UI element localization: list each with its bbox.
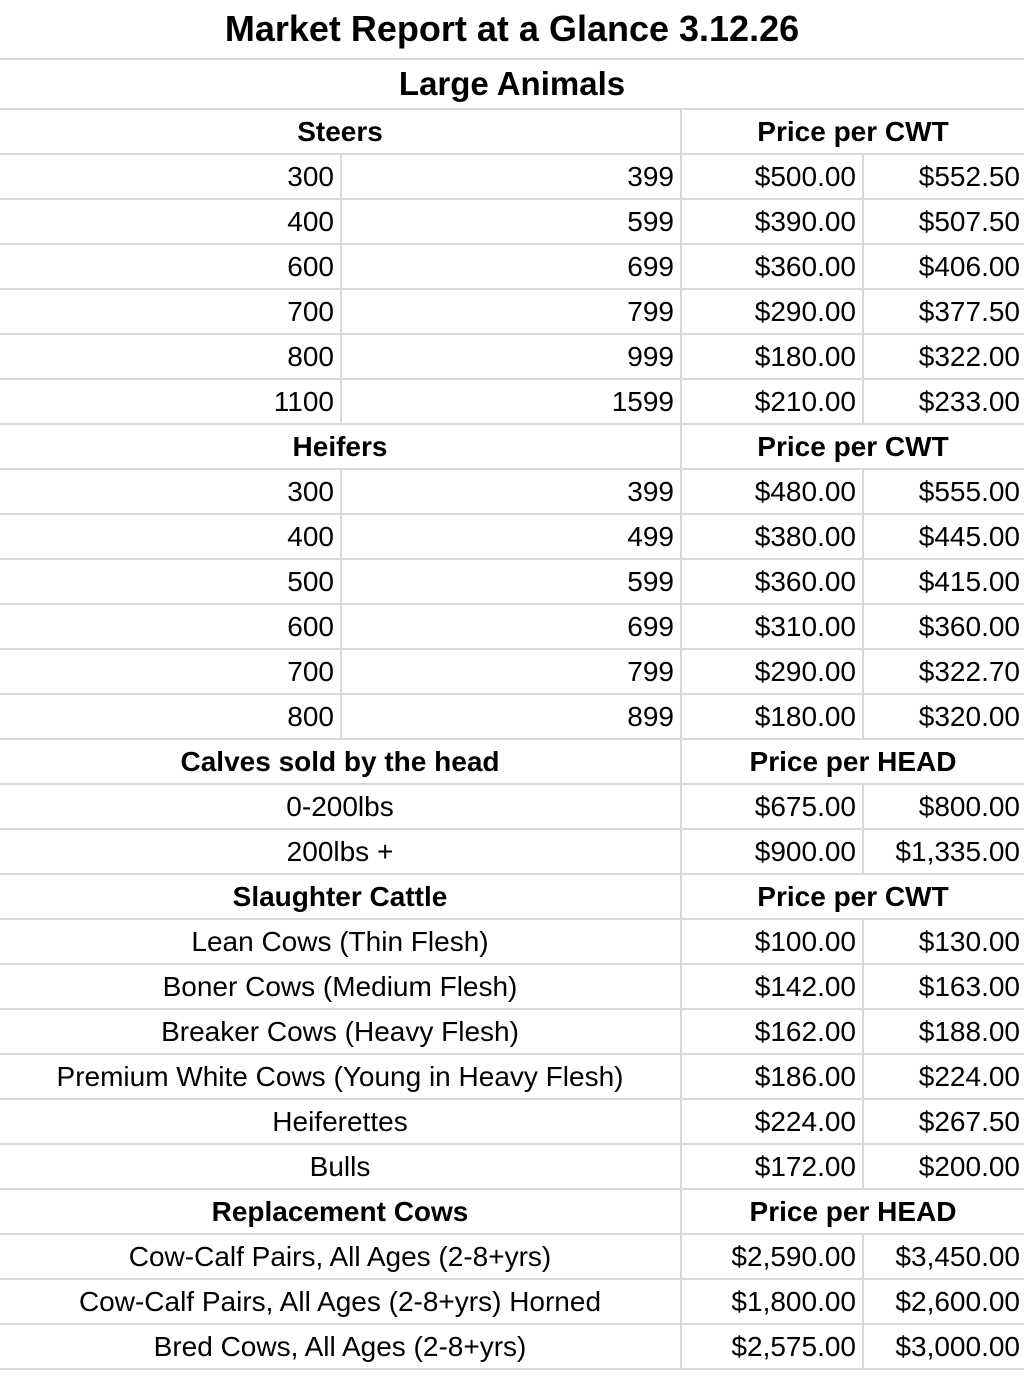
table-row (0, 515, 1024, 560)
price-high: $360.00 (862, 605, 1024, 648)
weight-from: 800 (287, 340, 334, 372)
price-low: $180.00 (680, 695, 862, 738)
section-header-row (0, 425, 1024, 470)
row-label: 200lbs + (286, 835, 394, 867)
table-row (0, 1055, 1024, 1100)
weight-from: 800 (287, 700, 334, 732)
price-high: $555.00 (862, 470, 1024, 513)
table-row (0, 830, 1024, 875)
table-row (0, 650, 1024, 695)
price-high: $224.00 (862, 1055, 1024, 1098)
price-high: $2,600.00 (862, 1280, 1024, 1323)
price-high: $445.00 (862, 515, 1024, 558)
weight-to: 399 (340, 155, 680, 198)
price-low: $290.00 (680, 650, 862, 693)
price-unit-header: Price per HEAD (680, 740, 1024, 783)
weight-to: 699 (340, 245, 680, 288)
weight-from: 500 (287, 565, 334, 597)
table-row (0, 290, 1024, 335)
price-low: $380.00 (680, 515, 862, 558)
table-row (0, 1010, 1024, 1055)
table-row (0, 920, 1024, 965)
weight-from: 700 (287, 655, 334, 687)
price-high: $188.00 (862, 1010, 1024, 1053)
price-low: $675.00 (680, 785, 862, 828)
price-low: $172.00 (680, 1145, 862, 1188)
report-subtitle: Large Animals (398, 65, 626, 102)
weight-to: 499 (340, 515, 680, 558)
price-low: $224.00 (680, 1100, 862, 1143)
price-low: $186.00 (680, 1055, 862, 1098)
weight-from: 1100 (273, 385, 334, 417)
section-header: Replacement Cows (211, 1195, 469, 1227)
price-unit-header: Price per CWT (680, 110, 1024, 153)
section-header: Heifers (292, 430, 388, 462)
weight-from: 600 (287, 250, 334, 282)
price-high: $200.00 (862, 1145, 1024, 1188)
price-high: $322.00 (862, 335, 1024, 378)
section-header: Calves sold by the head (180, 745, 500, 777)
weight-to: 699 (340, 605, 680, 648)
table-row (0, 1235, 1024, 1280)
weight-from: 300 (287, 475, 334, 507)
row-label: Heiferettes (272, 1105, 408, 1137)
weight-from: 700 (287, 295, 334, 327)
weight-to: 999 (340, 335, 680, 378)
price-high: $415.00 (862, 560, 1024, 603)
row-label: Premium White Cows (Young in Heavy Flesh) (56, 1060, 624, 1092)
weight-to: 599 (340, 200, 680, 243)
weight-to: 799 (340, 650, 680, 693)
weight-from: 300 (287, 160, 334, 192)
price-high: $406.00 (862, 245, 1024, 288)
price-high: $3,000.00 (862, 1325, 1024, 1368)
table-row (0, 1280, 1024, 1325)
section-header-row (0, 110, 1024, 155)
price-low: $360.00 (680, 560, 862, 603)
table-row (0, 695, 1024, 740)
title-row (0, 0, 1024, 60)
row-label: Boner Cows (Medium Flesh) (162, 970, 518, 1002)
weight-to: 799 (340, 290, 680, 333)
table-row (0, 1325, 1024, 1370)
weight-from: 600 (287, 610, 334, 642)
price-low: $210.00 (680, 380, 862, 423)
table-row (0, 1100, 1024, 1145)
price-high: $1,335.00 (862, 830, 1024, 873)
row-label: Cow-Calf Pairs, All Ages (2-8+yrs) Horned (78, 1285, 602, 1317)
section-header-row (0, 875, 1024, 920)
price-low: $180.00 (680, 335, 862, 378)
section-header-row (0, 740, 1024, 785)
price-high: $800.00 (862, 785, 1024, 828)
price-low: $1,800.00 (680, 1280, 862, 1323)
price-high: $377.50 (862, 290, 1024, 333)
row-label: 0-200lbs (286, 790, 394, 822)
table-row (0, 785, 1024, 830)
price-high: $130.00 (862, 920, 1024, 963)
table-row (0, 605, 1024, 650)
section-header-row (0, 1190, 1024, 1235)
weight-to: 899 (340, 695, 680, 738)
table-row (0, 335, 1024, 380)
price-unit-header: Price per CWT (680, 425, 1024, 468)
table-row (0, 245, 1024, 290)
section-header: Slaughter Cattle (232, 880, 448, 912)
weight-to: 1599 (340, 380, 680, 423)
weight-to: 399 (340, 470, 680, 513)
price-high: $507.50 (862, 200, 1024, 243)
price-high: $267.50 (862, 1100, 1024, 1143)
price-low: $390.00 (680, 200, 862, 243)
price-unit-header: Price per HEAD (680, 1190, 1024, 1233)
price-high: $552.50 (862, 155, 1024, 198)
table-row (0, 1145, 1024, 1190)
subtitle-row (0, 60, 1024, 110)
price-high: $320.00 (862, 695, 1024, 738)
price-high: $233.00 (862, 380, 1024, 423)
weight-to: 599 (340, 560, 680, 603)
price-high: $322.70 (862, 650, 1024, 693)
price-low: $900.00 (680, 830, 862, 873)
price-low: $2,590.00 (680, 1235, 862, 1278)
table-row (0, 200, 1024, 245)
row-label: Breaker Cows (Heavy Flesh) (161, 1015, 519, 1047)
weight-from: 400 (287, 205, 334, 237)
row-label: Cow-Calf Pairs, All Ages (2-8+yrs) (128, 1240, 552, 1272)
table-row (0, 560, 1024, 605)
table-row (0, 155, 1024, 200)
row-label: Bulls (309, 1150, 371, 1182)
price-low: $162.00 (680, 1010, 862, 1053)
row-label: Lean Cows (Thin Flesh) (191, 925, 489, 957)
price-low: $480.00 (680, 470, 862, 513)
price-low: $310.00 (680, 605, 862, 648)
report-title: Market Report at a Glance 3.12.26 (224, 8, 800, 49)
table-row (0, 470, 1024, 515)
price-high: $163.00 (862, 965, 1024, 1008)
weight-from: 400 (287, 520, 334, 552)
price-low: $500.00 (680, 155, 862, 198)
row-label: Bred Cows, All Ages (2-8+yrs) (153, 1330, 527, 1362)
table-row (0, 380, 1024, 425)
price-high: $3,450.00 (862, 1235, 1024, 1278)
section-header: Steers (297, 115, 383, 147)
price-low: $360.00 (680, 245, 862, 288)
table-row (0, 965, 1024, 1010)
price-low: $2,575.00 (680, 1325, 862, 1368)
price-low: $290.00 (680, 290, 862, 333)
price-unit-header: Price per CWT (680, 875, 1024, 918)
price-low: $142.00 (680, 965, 862, 1008)
price-low: $100.00 (680, 920, 862, 963)
